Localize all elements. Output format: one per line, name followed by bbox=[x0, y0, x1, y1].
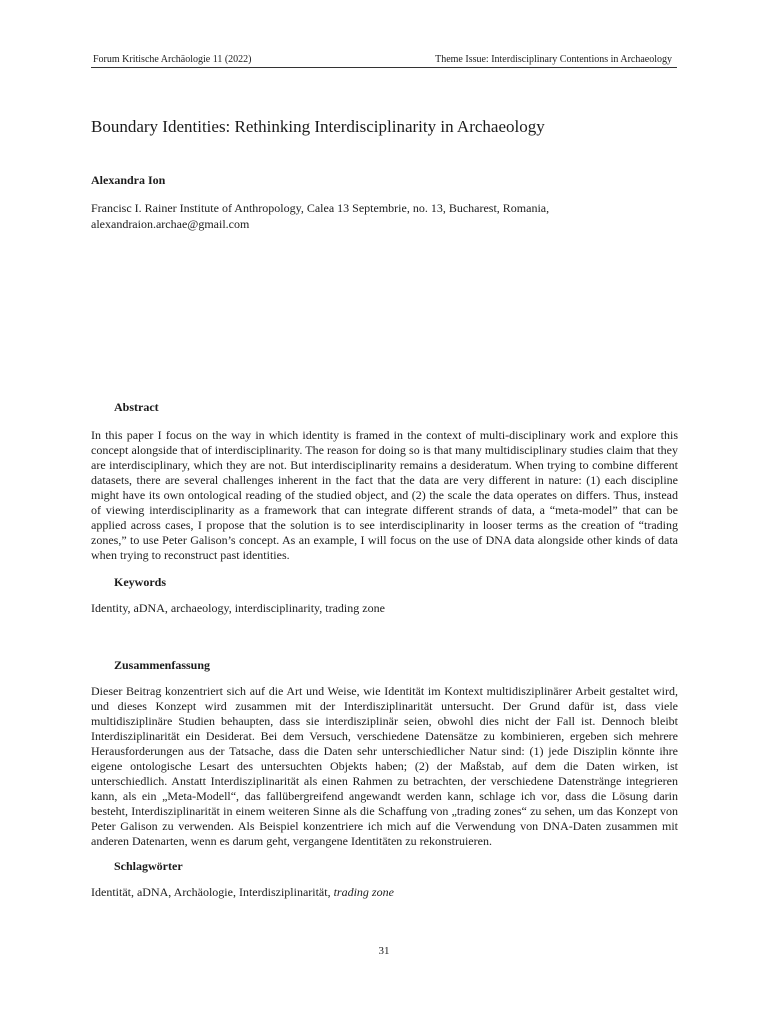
abstract-text: In this paper I focus on the way in which identity is framed in the context of multi-disciplinary work and explore this concept alongside that of interdisciplinarity. The reason for doing so is that many multidisciplinary studies claim that they are interdisciplinary, which they are not. But interdisciplinarity remains a desideratum. When trying to combine different datasets, there are several challenges inherent in the fact that the data are very different in nature: (1) each discipline might have its own ontological reading of the studied object, and (2) the scale the data operates on differs. Thus, instead of viewing interdisciplinarity as a framework that can integrate different strands of data, a “meta-model” that can be applied across cases, I propose that the solution is to see interdisciplinarity in looser terms as the creation of “trading zones,” to use Peter Galison’s concept. As an example, I will focus on the use of DNA data alongside other kinds of data when trying to reconstruct past identities. bbox=[91, 428, 678, 562]
author-email: alexandraion.archae@gmail.com bbox=[91, 217, 250, 231]
italic-keyword: trading zone bbox=[333, 885, 394, 899]
schlagwoerter-text: Identität, aDNA, Archäologie, Interdisziplinarität, trading zone bbox=[91, 885, 394, 899]
theme-issue: Theme Issue: Interdisciplinary Contentions in Archaeology bbox=[435, 54, 672, 65]
article-title: Boundary Identities: Rethinking Interdisciplinarity in Archaeology bbox=[91, 117, 545, 136]
journal-citation: Forum Kritische Archäologie 11 (2022) bbox=[93, 54, 252, 65]
zusammenfassung-text: Dieser Beitrag konzentriert sich auf die Art und Weise, wie Identität im Kontext multidisziplinärer Arbeit gestaltet wird, und dieses Konzept wird zusammen mit der Interdisziplinarität untersucht. Der Grund dafür ist, dass viele multidisziplinäre Studien behaupten, dass sie interdisziplinär seien, obwohl dies nicht der Fall ist. Dennoch bleibt Interdisziplinarität ein Desiderat. Bei dem Versuch, verschiedene Datensätze zu kombinieren, ergeben sich mehrere Herausforderungen aus der Tatsache, dass die Daten sehr unterschiedlicher Natur sind: (1) jede Disziplin könnte ihre eigene ontologische Lesart des untersuchten Objekts haben; (2) der Maßstab, auf dem die Daten wirken, ist unterschiedlich. Anstatt Interdisziplinarität als einen Rahmen zu betrachten, der verschiedene Datenstränge integrieren kann, als ein „Meta-Modell“, das fallübergreifend angewandt werden kann, schlage ich vor, dass die Lösung darin besteht, Interdisziplinarität in einem weiteren Sinne als die Schaffung von „trading zones“ zu sehen, um das Konzept von Peter Galison zu verwenden. Als Beispiel konzentriere ich mich auf die Verwendung von DNA-Daten zusammen mit anderen Datenarten, wenn es darum geht, vergangene Identitäten zu rekonstruieren. bbox=[91, 684, 678, 848]
abstract-heading: Abstract bbox=[114, 400, 159, 414]
schlagwoerter-heading: Schlagwörter bbox=[114, 859, 183, 873]
author-name: Alexandra Ion bbox=[91, 173, 166, 187]
page-number: 31 bbox=[378, 945, 390, 957]
keywords-heading: Keywords bbox=[114, 575, 166, 589]
author-affiliation: Francisc I. Rainer Institute of Anthropology, Calea 13 Septembrie, no. 13, Bucharest, Romania, bbox=[91, 201, 550, 215]
keywords-text: Identity, aDNA, archaeology, interdisciplinarity, trading zone bbox=[91, 601, 385, 615]
running-header bbox=[91, 53, 677, 68]
zusammenfassung-heading: Zusammenfassung bbox=[114, 658, 211, 672]
